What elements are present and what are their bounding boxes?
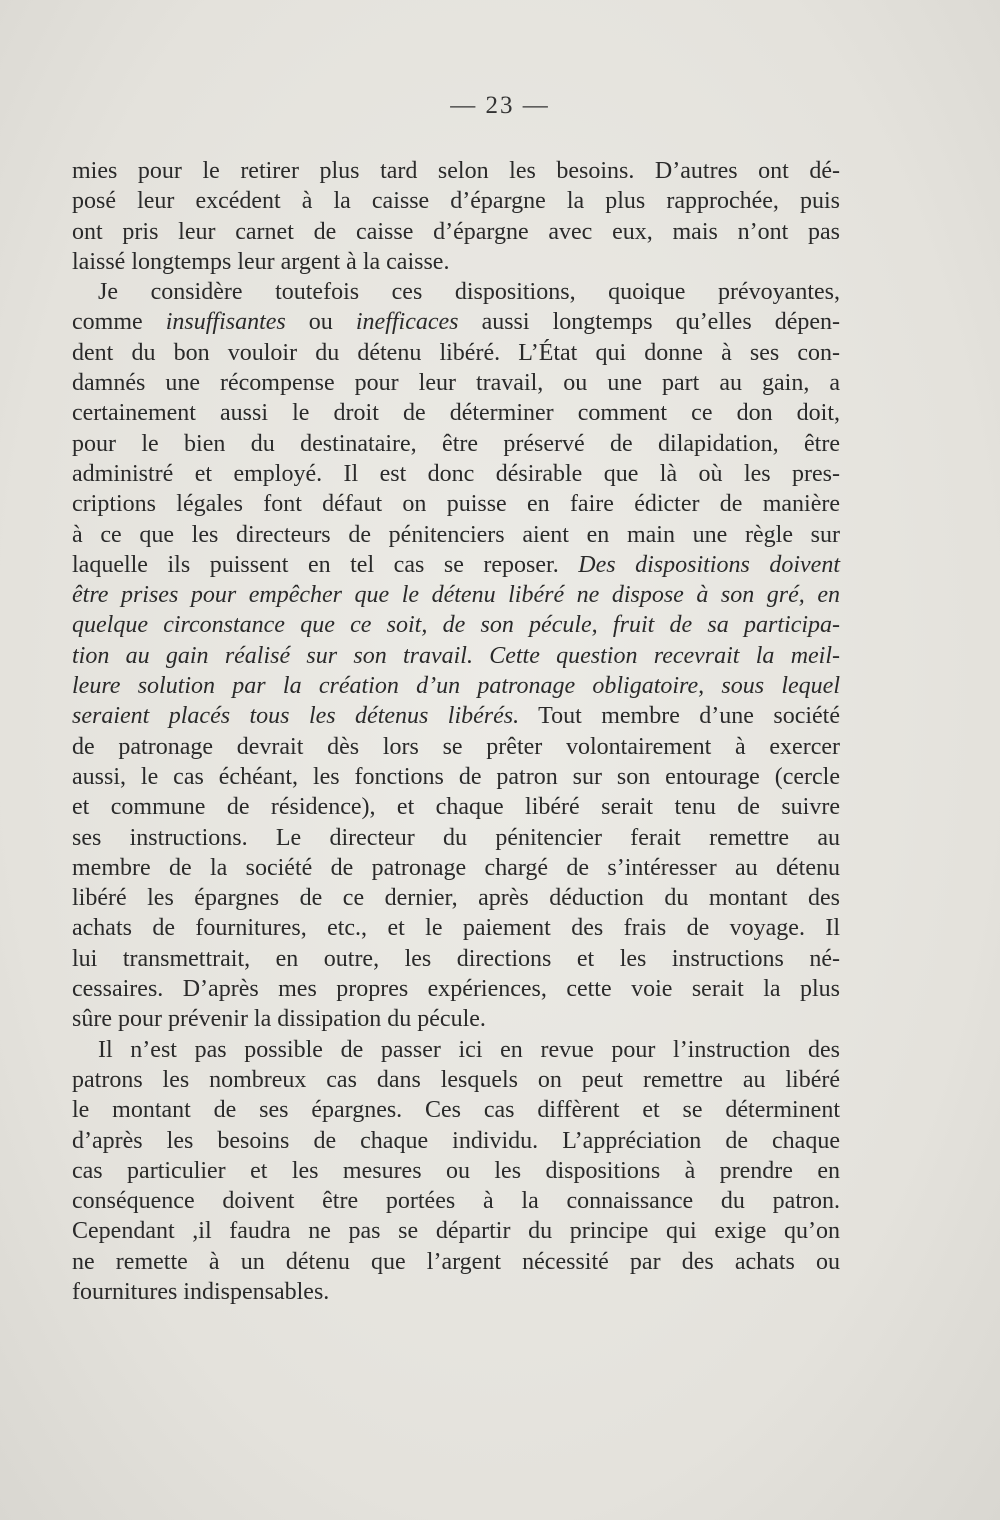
text-line bbox=[72, 489, 840, 519]
text-run: à ce que les directeurs de pénitenciers aient en main une règle sur bbox=[72, 521, 840, 548]
text-line bbox=[72, 671, 840, 701]
page-number: — 23 — bbox=[450, 92, 550, 119]
text-line bbox=[72, 974, 840, 1004]
text-line bbox=[72, 580, 840, 610]
text-line bbox=[72, 520, 840, 550]
text-run: et commune de résidence), et chaque libéré serait tenu de suivre bbox=[72, 794, 840, 821]
text-run: comme bbox=[72, 309, 166, 336]
text-line bbox=[72, 883, 840, 913]
text-run: cas particulier et les mesures ou les dispositions à prendre en bbox=[72, 1157, 840, 1184]
italic-text: seraient placés tous les détenus libérés. bbox=[72, 703, 520, 730]
text-line bbox=[72, 247, 840, 277]
text-run: laquelle ils puissent en tel cas se reposer. bbox=[72, 551, 579, 578]
text-line bbox=[72, 1247, 840, 1277]
text-run: certainement aussi le droit de déterminer comment ce don doit, bbox=[72, 400, 840, 427]
text-line bbox=[72, 429, 840, 459]
text-line bbox=[72, 610, 840, 640]
text-line bbox=[72, 1004, 840, 1034]
text-line bbox=[72, 550, 840, 580]
text-run: cessaires. D’après mes propres expériences, cette voie serait la plus bbox=[72, 976, 840, 1003]
text-run: aussi, le cas échéant, les fonctions de patron sur son entourage (cercle bbox=[72, 763, 840, 790]
text-line bbox=[72, 732, 840, 762]
text-line bbox=[72, 792, 840, 822]
text-line bbox=[72, 1156, 840, 1186]
text-run: posé leur excédent à la caisse d’épargne la plus rapprochée, puis bbox=[72, 188, 840, 215]
text-run: ne remette à un détenu que l’argent nécessité par des achats ou bbox=[72, 1248, 840, 1275]
paragraph bbox=[72, 277, 840, 1034]
text-line bbox=[72, 853, 840, 883]
text-run: ses instructions. Le directeur du pénitencier ferait remettre au bbox=[72, 824, 840, 851]
text-run: patrons les nombreux cas dans lesquels on peut remettre au libéré bbox=[72, 1066, 840, 1093]
text-run: administré et employé. Il est donc désirable que là où les pres- bbox=[72, 460, 840, 487]
italic-text: tion au gain réalisé sur son travail. Cette question recevrait la meil- bbox=[72, 642, 840, 669]
paragraph bbox=[72, 156, 840, 277]
paragraph bbox=[72, 1035, 840, 1308]
text-run: ont pris leur carnet de caisse d’épargne avec eux, mais n’ont pas bbox=[72, 218, 840, 245]
italic-text: Des dispositions doivent bbox=[578, 551, 840, 578]
text-run: de patronage devrait dès lors se prêter volontairement à exercer bbox=[72, 733, 840, 760]
text-line bbox=[72, 307, 840, 337]
text-run: Il n’est pas possible de passer ici en revue pour l’instruction des bbox=[98, 1036, 840, 1063]
text-run: Cependant ,il faudra ne pas se départir du principe qui exige qu’on bbox=[72, 1218, 840, 1245]
italic-text: insuffisantes bbox=[165, 309, 286, 336]
text-run: pour le bien du destinataire, être préservé de dilapidation, être bbox=[72, 430, 840, 457]
text-run: sûre pour prévenir la dissipation du pécule. bbox=[72, 1006, 486, 1033]
italic-text: inefficaces bbox=[355, 309, 459, 336]
text-run: mies pour le retirer plus tard selon les besoins. D’autres ont dé- bbox=[72, 158, 840, 184]
text-run: laissé longtemps leur argent à la caisse. bbox=[72, 248, 450, 275]
text-run: le montant de ses épargnes. Ces cas diffèrent et se déterminent bbox=[72, 1097, 840, 1124]
text-run: libéré les épargnes de ce dernier, après déduction du montant des bbox=[72, 885, 840, 912]
text-line bbox=[72, 156, 840, 186]
text-line bbox=[72, 338, 840, 368]
text-line bbox=[72, 823, 840, 853]
text-run: membre de la société de patronage chargé de s’intéresser au détenu bbox=[72, 854, 840, 881]
text-run: damnés une récompense pour leur travail, ou une part au gain, a bbox=[72, 370, 840, 397]
text-line bbox=[72, 913, 840, 943]
body-text bbox=[72, 156, 840, 1307]
text-line bbox=[72, 1186, 840, 1216]
text-line bbox=[72, 1277, 840, 1307]
text-run: lui transmettrait, en outre, les directions et les instructions né- bbox=[72, 945, 840, 972]
text-run: fournitures indispensables. bbox=[72, 1278, 330, 1305]
text-line bbox=[72, 1035, 840, 1065]
text-line bbox=[72, 368, 840, 398]
text-line bbox=[72, 1126, 840, 1156]
text-run: aussi longtemps qu’elles dépen- bbox=[458, 309, 841, 336]
text-line bbox=[72, 459, 840, 489]
text-run: dent du bon vouloir du détenu libéré. L’État qui donne à ses con- bbox=[72, 339, 840, 366]
text-line bbox=[72, 217, 840, 247]
text-line bbox=[72, 398, 840, 428]
text-run: criptions légales font défaut on puisse en faire édicter de manière bbox=[72, 491, 840, 518]
text-line bbox=[72, 1065, 840, 1095]
italic-text: leure solution par la création d’un patronage obligatoire, sous lequel bbox=[72, 673, 840, 700]
text-line bbox=[72, 277, 840, 307]
text-line bbox=[72, 1095, 840, 1125]
text-run: Tout membre d’une société bbox=[519, 703, 840, 730]
text-line bbox=[72, 701, 840, 731]
text-line bbox=[72, 1216, 840, 1246]
italic-text: être prises pour empêcher que le détenu libéré ne dispose à son gré, en bbox=[72, 582, 840, 609]
text-run: ou bbox=[285, 309, 356, 336]
italic-text: quelque circonstance que ce soit, de son pécule, fruit de sa participa- bbox=[72, 612, 840, 639]
text-run: d’après les besoins de chaque individu. L’appréciation de chaque bbox=[72, 1127, 840, 1154]
text-run: Je considère toutefois ces dispositions, quoique prévoyantes, bbox=[98, 279, 840, 306]
text-run: conséquence doivent être portées à la connaissance du patron. bbox=[72, 1188, 840, 1215]
text-line bbox=[72, 186, 840, 216]
text-line bbox=[72, 944, 840, 974]
text-run: achats de fournitures, etc., et le paiement des frais de voyage. Il bbox=[72, 915, 840, 942]
text-line bbox=[72, 762, 840, 792]
text-line bbox=[72, 641, 840, 671]
